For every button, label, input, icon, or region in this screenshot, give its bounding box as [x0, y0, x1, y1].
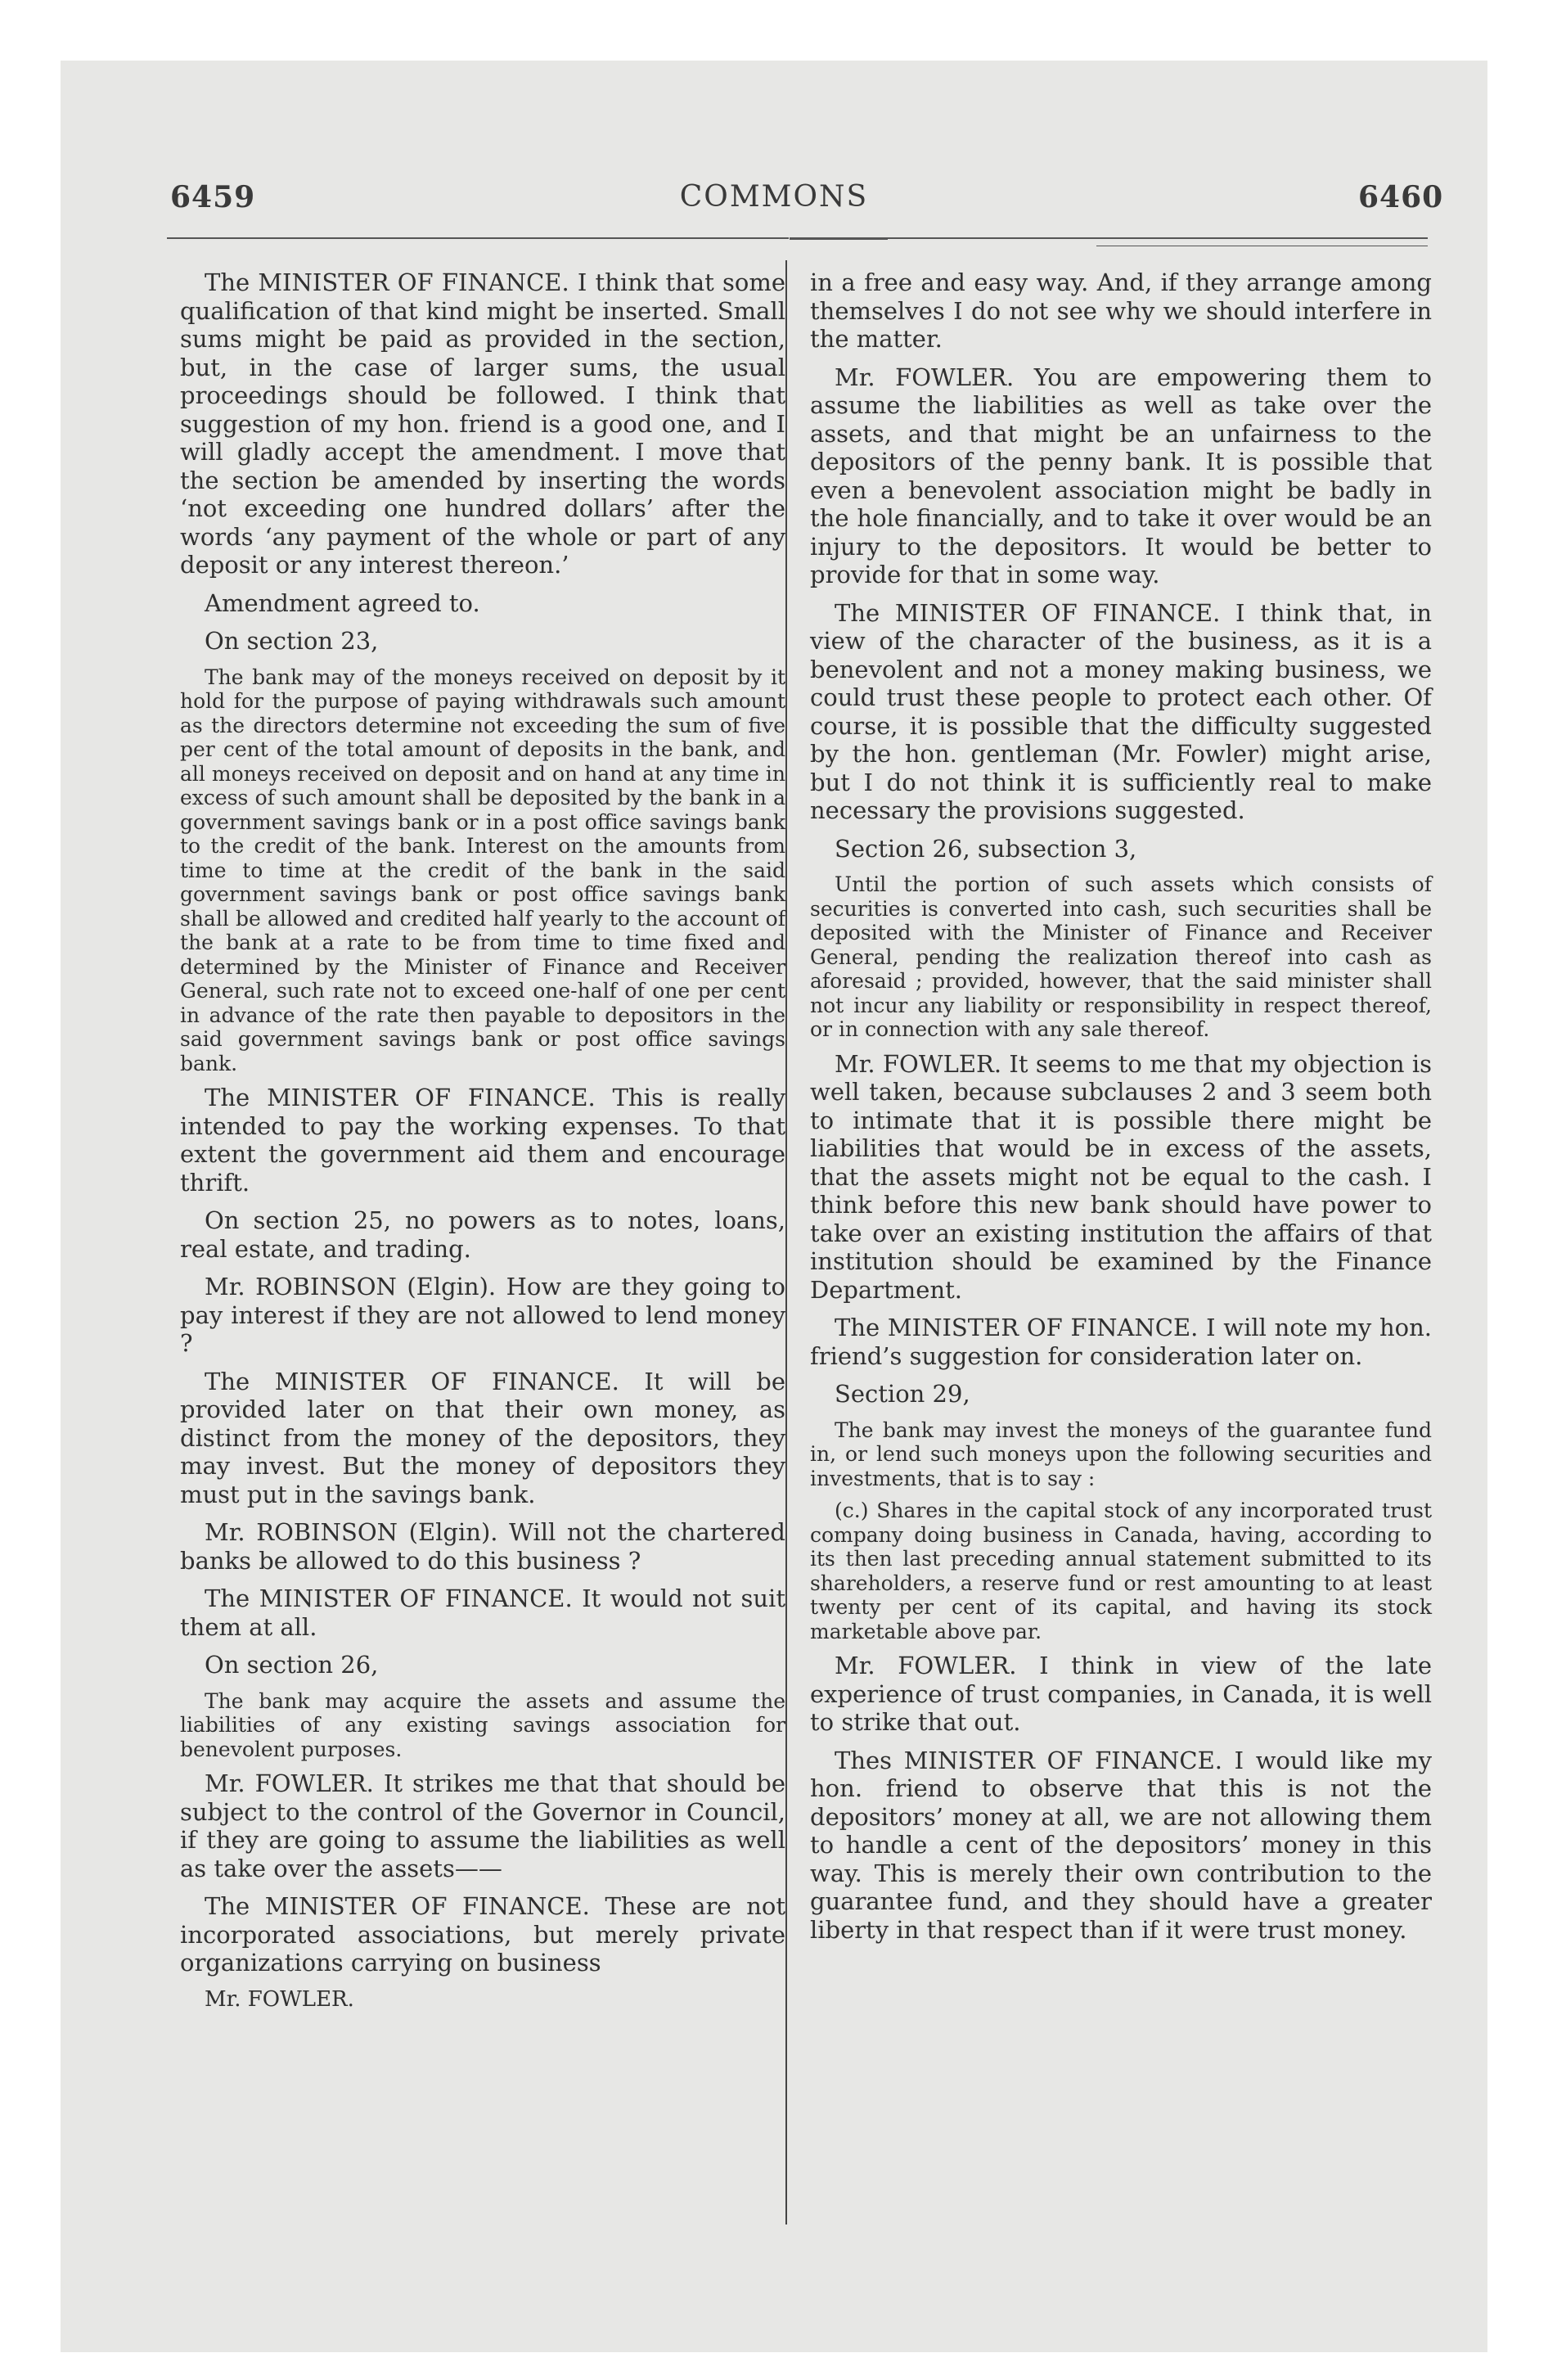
paragraph: Mr. ROBINSON (Elgin). Will not the chartered banks be allowed to do this business ? [180, 1518, 785, 1575]
paragraph: The MINISTER OF FINANCE. It would not suit them at all. [180, 1584, 785, 1641]
header-rule-middle [790, 237, 888, 240]
right-column [810, 268, 1432, 1954]
bill-text: (c.) Shares in the capital stock of any incorporated trust company doing business in Canada, having, according to its then last preceding annual statement submitted to its shareholders, a reserve fund or rest amounting to at least twenty per cent of its capital, and having its stock marketable above par. [810, 1499, 1432, 1643]
paragraph: Mr. FOWLER. I think in view of the late experience of trust companies, in Canada, it is well to strike that out. [810, 1652, 1432, 1736]
paragraph: The MINISTER OF FINANCE. I will note my hon. friend’s suggestion for consideration later on. [810, 1314, 1432, 1370]
column-divider [785, 260, 787, 2224]
bill-text: The bank may invest the moneys of the guarantee fund in, or lend such moneys upon the following securities and investments, that is to say : [810, 1418, 1432, 1490]
page-number-left: 6459 [170, 180, 256, 214]
paragraph: Mr. FOWLER. It strikes me that that should be subject to the control of the Governor in Council, if they are going to assume the liabilities as well as take over the assets—— [180, 1769, 785, 1882]
section-heading: Section 29, [835, 1380, 970, 1408]
paragraph: On section 25, no powers as to notes, loans, real estate, and trading. [180, 1206, 785, 1263]
left-column [180, 268, 785, 2012]
bill-text: The bank may of the moneys received on deposit by it hold for the purpose of paying withdrawals such amount as the directors determine not exceeding the sum of five per cent of the total amount of deposits in the bank, and all moneys received on deposit and on hand at any time in excess of such amount shall be deposited by the bank in a government savings bank or in a post office savings bank to the credit of the bank. Interest on the amounts from time to time at the credit of the bank in the said government savings bank or post office savings bank shall be allowed and credited half yearly to the account of the bank at a rate to be from time to time fixed and determined by the Minister of Finance and Receiver General, such rate not to exceed one-half of one per cent in advance of the rate then payable to depositors in the said government savings bank or post office savings bank. [180, 665, 785, 1075]
paragraph: The MINISTER OF FINANCE. I think that some qualification of that kind might be inserted. Small sums might be paid as provided in the section, but, in the case of larger sums, the usual proceedings should be followed. I think that suggestion of my hon. friend is a good one, and I will gladly accept the amendment. I move that the section be amended by inserting the words ‘not exceeding one hundred dollars’ after the words ‘any payment of the whole or part of any deposit or any interest thereon.’ [180, 268, 785, 579]
header-rule-right [888, 237, 1428, 239]
header-rule-left [167, 237, 789, 239]
paragraph: Thes MINISTER OF FINANCE. I would like my hon. friend to observe that this is not the depositors’ money at all, we are not allowing them to handle a cent of the depositors’ money in this way. This is merely their own contribution to the guarantee fund, and they should have a greater liberty in that respect than if it were trust money. [810, 1746, 1432, 1944]
running-head: COMMONS [679, 180, 869, 214]
paragraph: Mr. FOWLER. You are empowering them to assume the liabilities as well as take over the assets, and that might be an unfairness to the depositors of the penny bank. It is possible that even a benevolent association might be badly in the hole financially, and to take it over would be an injury to the depositors. It would be better to provide for that in some way. [810, 363, 1432, 588]
page-signature: Mr. FOWLER. [205, 1986, 354, 2012]
paragraph: The MINISTER OF FINANCE. I think that, in view of the character of the business, as it is a benevolent and not a money making business, we could trust these people to protect each other. Of course, it is possible that the difficulty suggested by the hon. gentleman (Mr. Fowler) might arise, but I do not think it is sufficiently real to make necessary the provisions suggested. [810, 598, 1432, 824]
paragraph: The MINISTER OF FINANCE. This is really intended to pay the working expenses. To that extent the government aid them and encourage thrift. [180, 1084, 785, 1197]
bill-text: Until the portion of such assets which consists of securities is converted into cash, such securities shall be deposited with the Minister of Finance and Receiver General, pending the realization thereof into cash as aforesaid ; provided, however, that the said minister shall not incur any liability or responsibility in respect thereof, or in connection with any sale thereof. [810, 872, 1432, 1041]
paragraph: Amendment agreed to. [205, 588, 480, 617]
paragraph: The MINISTER OF FINANCE. These are not incorporated associations, but merely private organizations carrying on business [180, 1892, 785, 1977]
section-heading: On section 23, [205, 627, 379, 655]
paragraph: The MINISTER OF FINANCE. It will be provided later on that their own money, as distinct from the money of the depositors, they may invest. But the money of depositors they must put in the savings bank. [180, 1367, 785, 1508]
bill-text: The bank may acquire the assets and assume the liabilities of any existing savings association for benevolent purposes. [180, 1688, 785, 1761]
paragraph: Mr. ROBINSON (Elgin). How are they going to pay interest if they are not allowed to lend money ? [180, 1273, 785, 1357]
paragraph: in a free and easy way. And, if they arrange among themselves I do not see why we should interfere in the matter. [810, 268, 1432, 353]
section-heading: On section 26, [205, 1651, 379, 1679]
page-number-right: 6460 [1358, 180, 1444, 214]
paragraph: Mr. FOWLER. It seems to me that my objection is well taken, because subclauses 2 and 3 seem both to intimate that it is possible there might be liabilities that would be in excess of the assets, that the assets might not be equal to the cash. I think before this new bank should have power to take over an existing institution the affairs of that institution should be examined by the Finance Department. [810, 1049, 1432, 1304]
section-heading: Section 26, subsection 3, [835, 834, 1137, 863]
